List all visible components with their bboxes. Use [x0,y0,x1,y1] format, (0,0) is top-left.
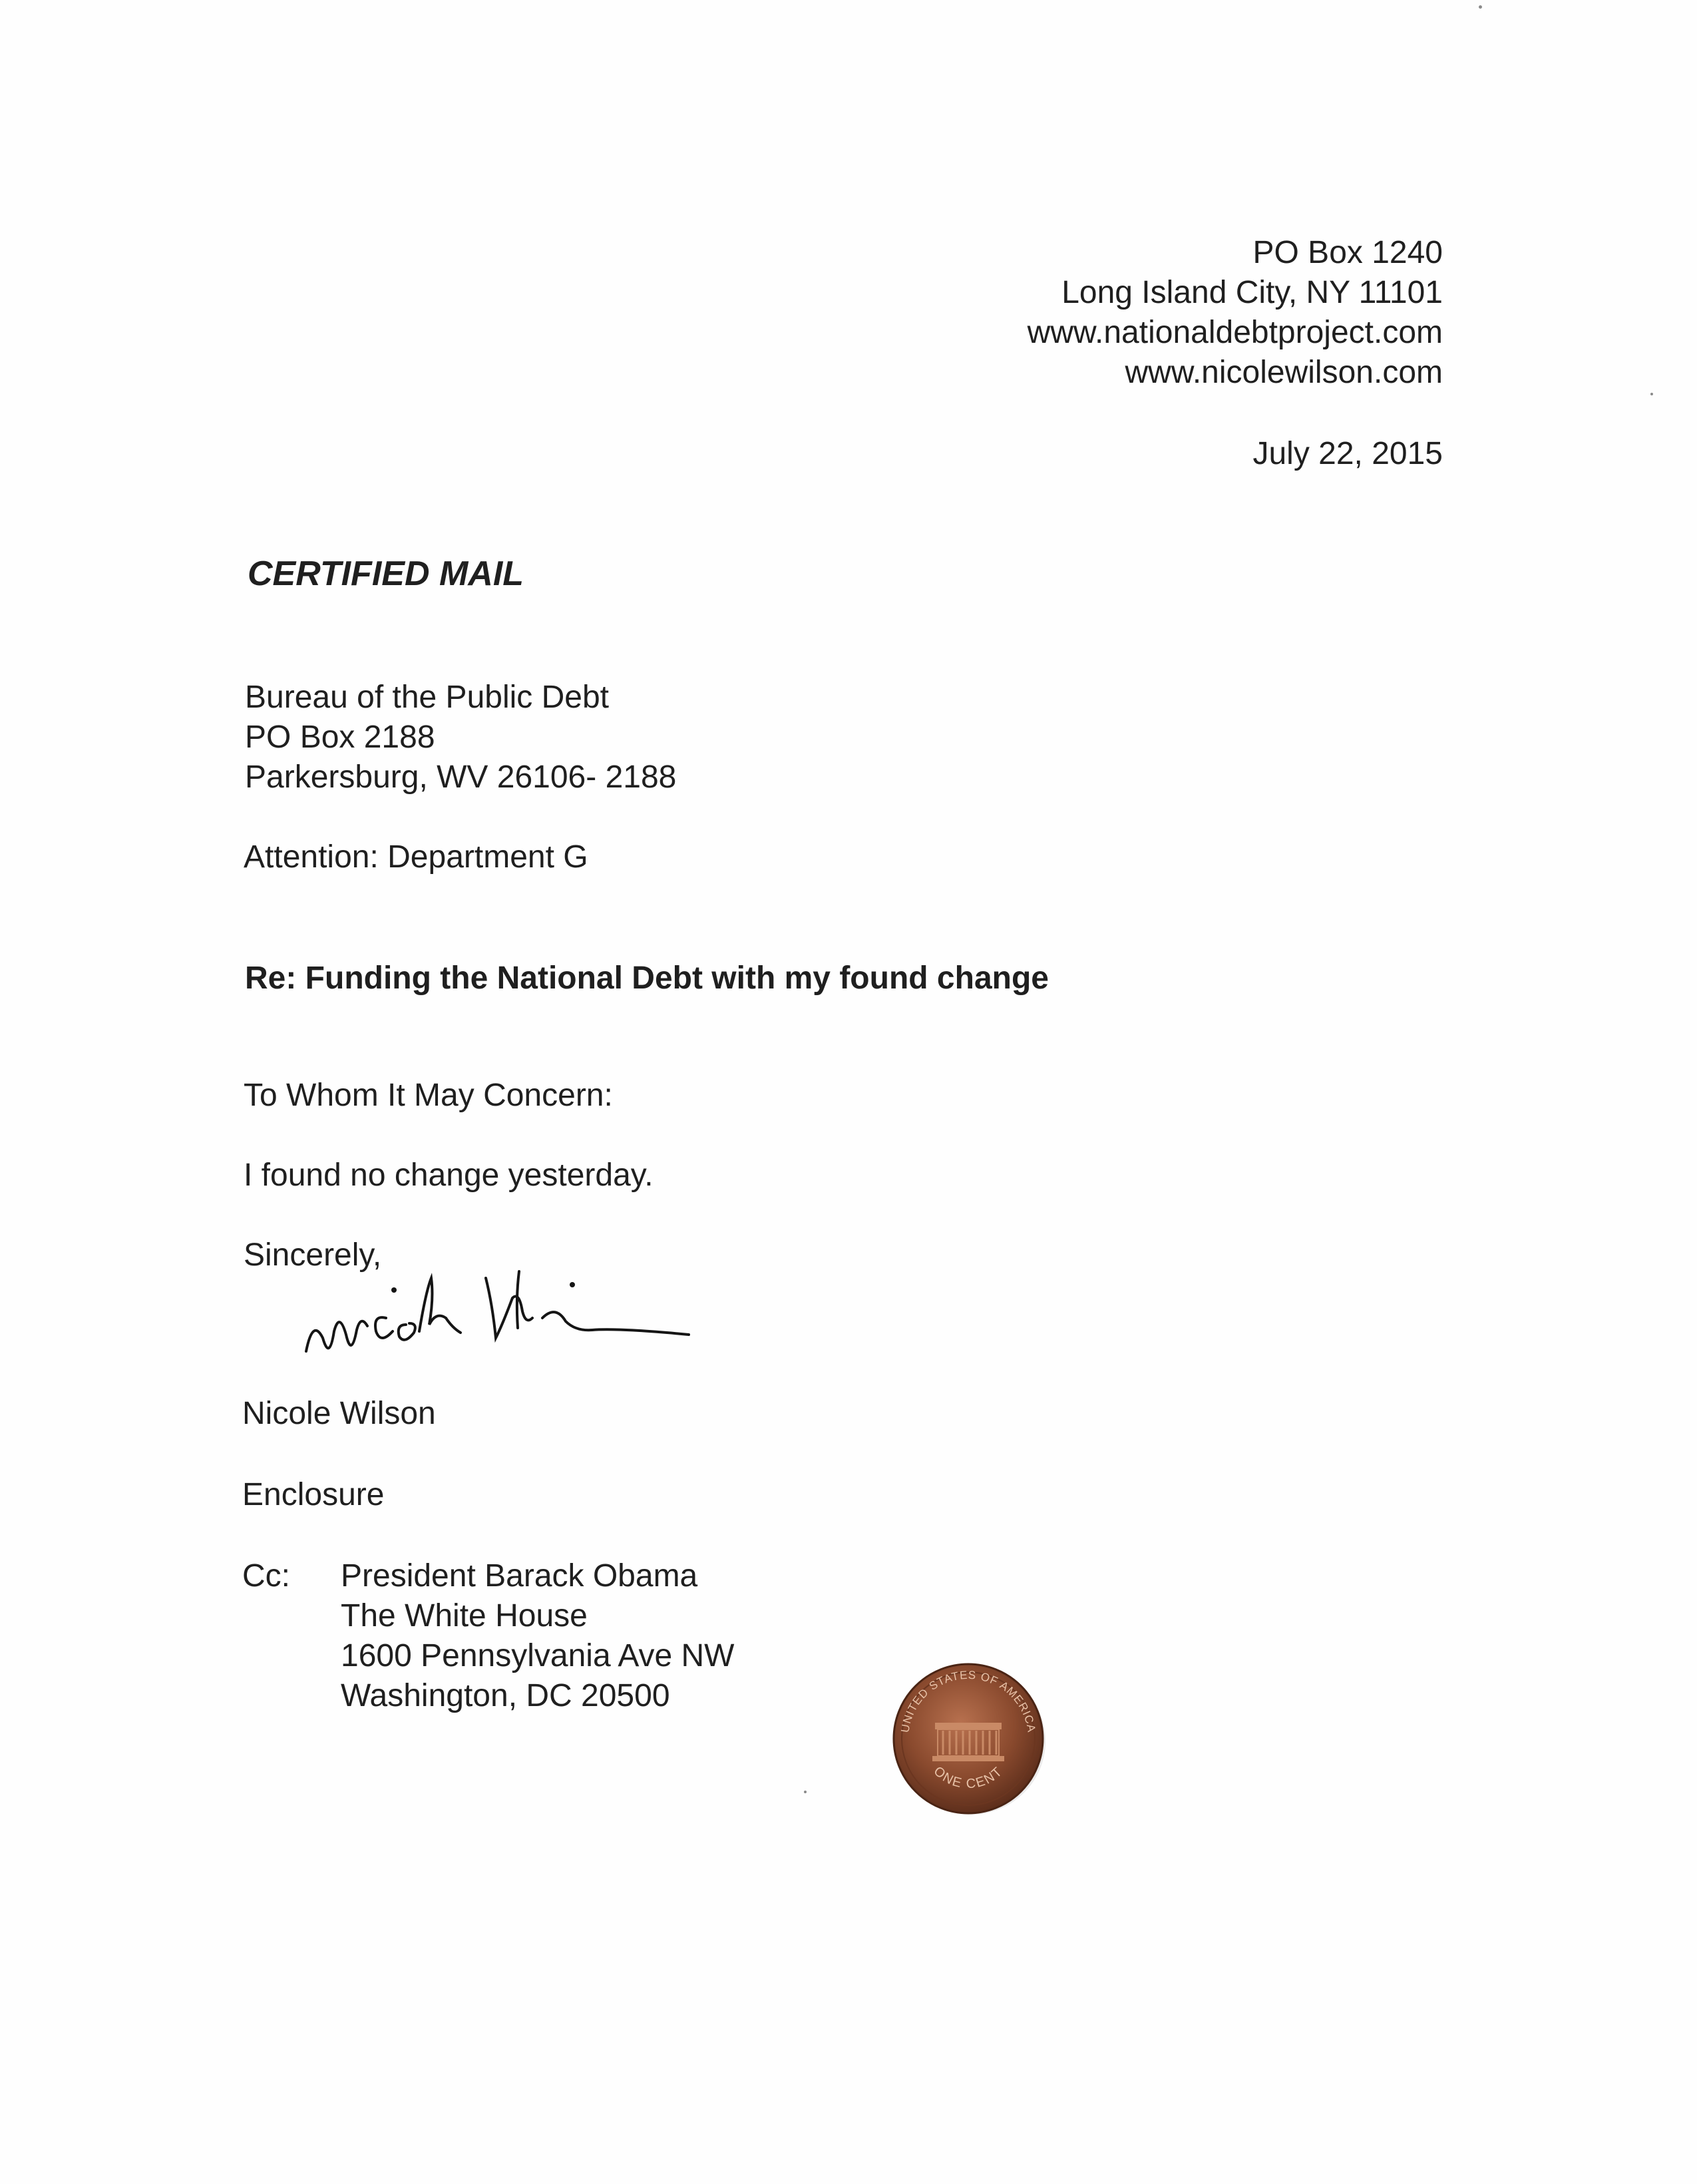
cc-line: Washington, DC 20500 [341,1678,670,1713]
certified-mail-heading: CERTIFIED MAIL [248,554,524,593]
signer-name: Nicole Wilson [242,1396,436,1431]
recipient-line: Parkersburg, WV 26106- 2188 [245,760,677,795]
cc-line: The White House [341,1598,588,1634]
subject-line: Re: Funding the National Debt with my found change [245,961,1049,996]
letter-date: July 22, 2015 [1252,436,1443,471]
scan-speck [1479,5,1482,9]
cc-address [341,1556,734,1716]
sender-line: Long Island City, NY 11101 [1061,275,1443,310]
sender-address [1028,233,1443,393]
scan-speck [804,1791,807,1793]
sender-website: www.nicolewilson.com [1125,355,1443,390]
coin-top-text: UNITED STATES OF AMERICA [898,1668,1038,1734]
body-text: I found no change yesterday. [244,1158,654,1193]
coin-bottom-text: ONE CENT [930,1763,1006,1792]
cc-label: Cc: [242,1558,290,1594]
sender-website: www.nationaldebtproject.com [1027,315,1443,350]
enclosure-note: Enclosure [242,1477,385,1512]
recipient-address [245,678,676,797]
penny-coin-image [888,1659,1048,1819]
salutation: To Whom It May Concern: [244,1078,613,1113]
cc-line: 1600 Pennsylvania Ave NW [341,1638,735,1673]
sender-line: PO Box 1240 [1252,235,1443,270]
recipient-line: PO Box 2188 [245,720,435,755]
recipient-line: Bureau of the Public Debt [245,680,610,715]
cc-line: President Barack Obama [341,1558,698,1594]
scan-speck [1650,393,1653,395]
closing: Sincerely, [244,1237,382,1273]
handwritten-signature [293,1251,705,1385]
attention-line: Attention: Department G [244,839,588,875]
